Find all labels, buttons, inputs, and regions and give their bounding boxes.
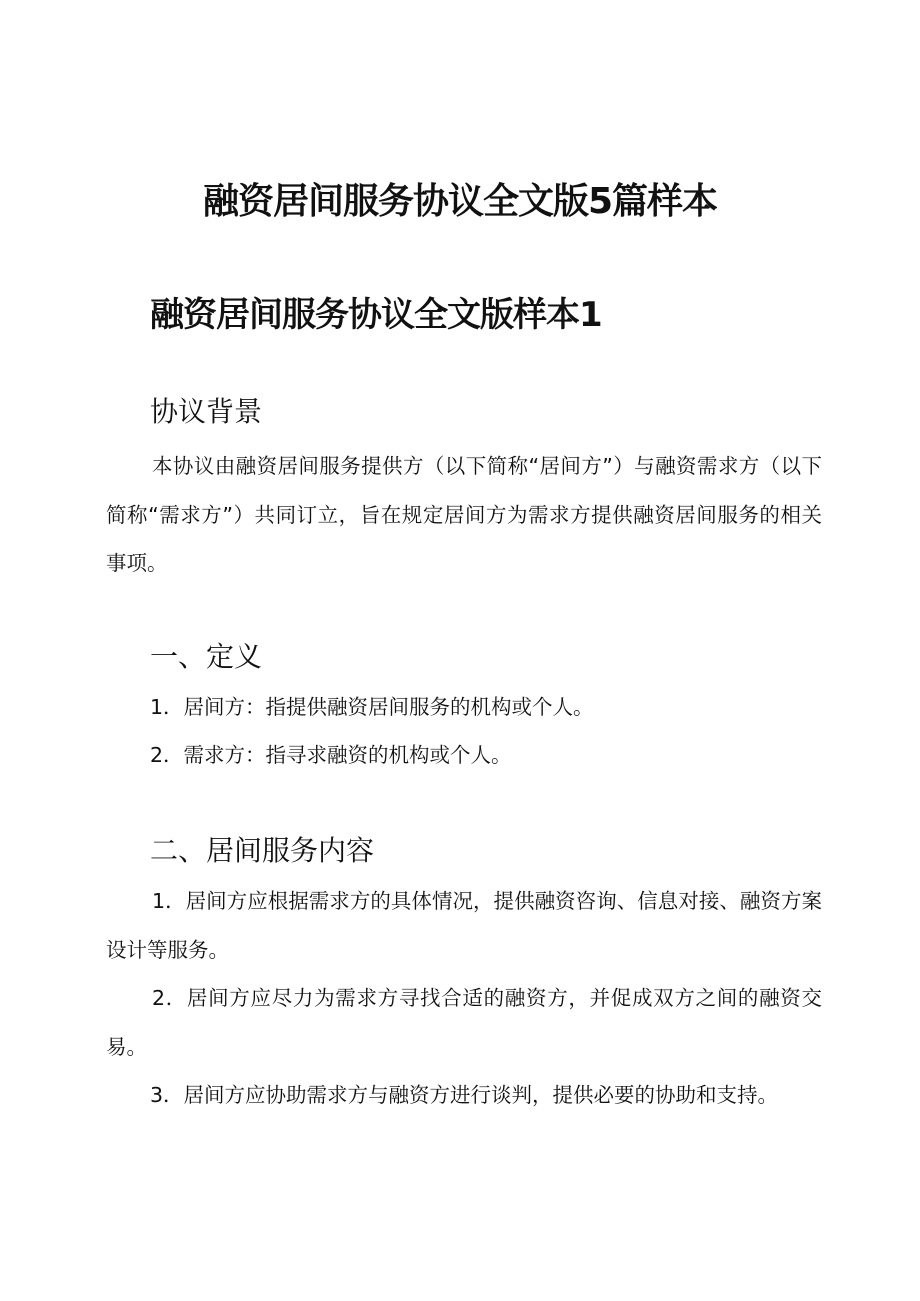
service-item-1: 1．居间方应根据需求方的具体情况，提供融资咨询、信息对接、融资方案设计等服务。 bbox=[106, 889, 822, 962]
definition-item-1: 1．居间方：指提供融资居间服务的机构或个人。 bbox=[150, 695, 594, 719]
section-heading-background: 协议背景 bbox=[150, 395, 263, 428]
service-item-2: 2．居间方应尽力为需求方寻找合适的融资方，并促成双方之间的融资交易。 bbox=[106, 986, 822, 1059]
section-heading-services: 二、居间服务内容 bbox=[150, 834, 375, 867]
section-heading-definitions: 一、定义 bbox=[150, 640, 263, 673]
document-title: 融资居间服务协议全文版5篇样本 bbox=[202, 181, 718, 222]
sample-title: 融资居间服务协议全文版样本1 bbox=[150, 295, 602, 335]
background-paragraph: 本协议由融资居间服务提供方（以下简称“居间方”）与融资需求方（以下简称“需求方”）共同订立，旨在规定居间方为需求方提供融资居间服务的相关事项。 bbox=[106, 454, 822, 575]
definition-item-2: 2．需求方：指寻求融资的机构或个人。 bbox=[150, 743, 512, 767]
service-item-3: 3．居间方应协助需求方与融资方进行谈判，提供必要的协助和支持。 bbox=[150, 1083, 779, 1107]
